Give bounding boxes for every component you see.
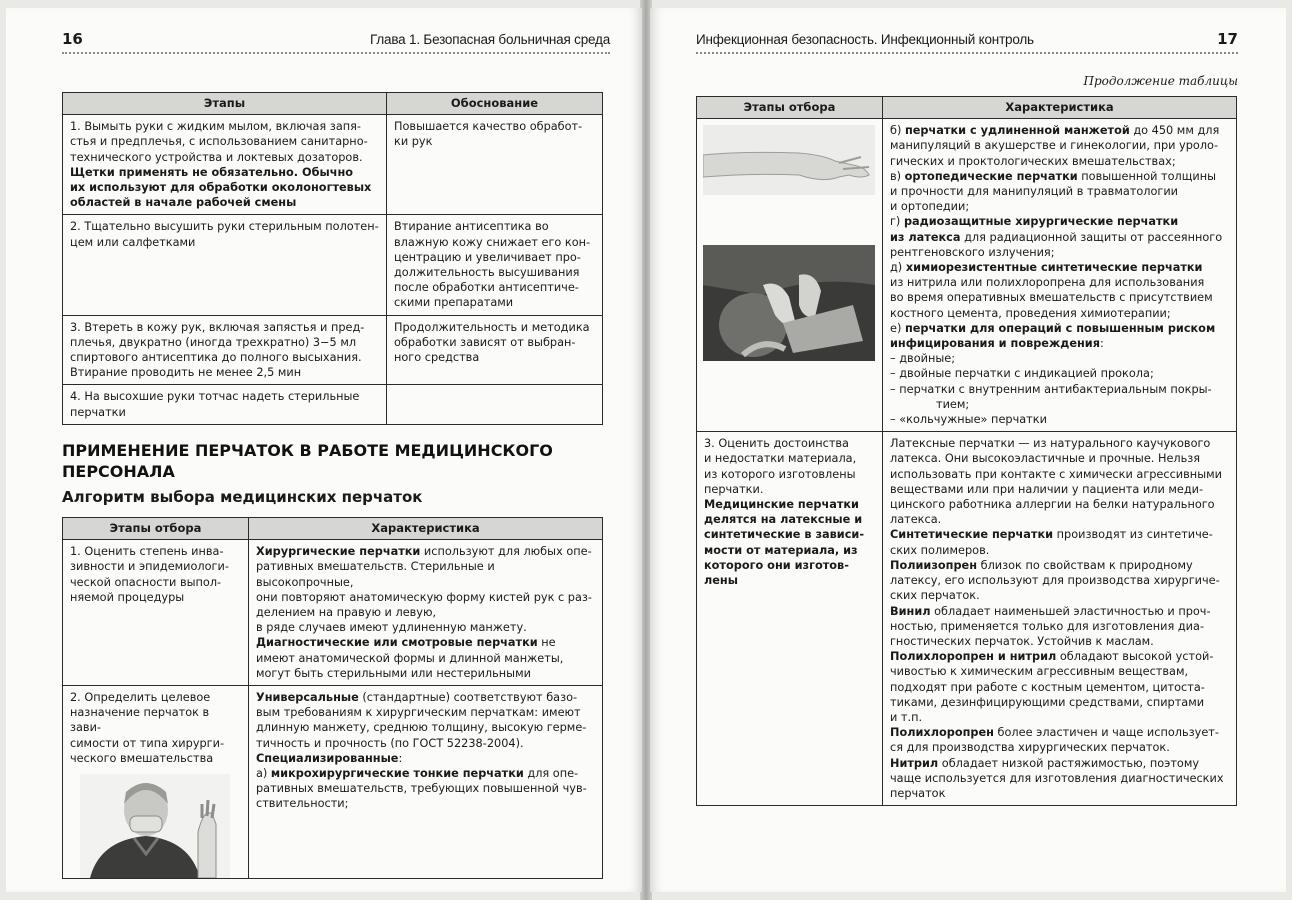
text-line: ративных вмешательств, требующих повышенной чув- — [256, 782, 587, 796]
text-line: после обработки антисептиче- — [394, 281, 579, 295]
text-line: г) радиозащитные хирургические перчатки — [890, 215, 1179, 229]
text-line: Полихлоропрен и нитрил обладают высокой устой- — [890, 650, 1214, 664]
text-line: ного средства — [394, 351, 480, 365]
column-header: Этапы — [63, 93, 387, 115]
column-header: Этапы отбора — [697, 97, 883, 119]
text-line: из которого изготовлены — [704, 467, 856, 481]
text-line: перчатки. — [704, 482, 764, 496]
text-line: спиртового антисептика до полного высыхания. — [70, 351, 362, 365]
text-line: и т.п. — [890, 710, 923, 724]
text-line: няемой процедуры — [70, 590, 185, 604]
text-line: 3. Оценить достоинства — [704, 437, 849, 451]
characteristic-cell — [883, 432, 1237, 806]
text-line: перчатки — [70, 405, 126, 419]
text-line: в) ортопедические перчатки повышенной толщины — [890, 169, 1217, 183]
running-head-left — [62, 30, 610, 54]
text-line: костного цемента, проведения химиотерапии; — [890, 306, 1171, 320]
chapter-title: Глава 1. Безопасная больничная среда — [370, 32, 610, 47]
text-line: Повышается качество обработ- — [394, 120, 583, 134]
text-line: д) химиорезистентные синтетические перчатки — [890, 261, 1203, 275]
text-line: и недостатки материала, — [704, 452, 857, 466]
text-line: гностических перчаток. Устойчив к маслам. — [890, 634, 1154, 648]
stage-cell — [63, 686, 249, 879]
text-line: ческого вмешательства — [70, 751, 214, 765]
text-line: делятся на латексные и — [704, 513, 863, 527]
surgeon-photo — [80, 774, 230, 878]
heading-line: ПРИМЕНЕНИЕ ПЕРЧАТОК В РАБОТЕ МЕДИЦИНСКОГО — [62, 441, 553, 460]
text-line: симости от типа хирурги- — [70, 736, 225, 750]
text-line: Диагностические или смотровые перчатки не — [256, 636, 556, 650]
text-line: мости от материала, из — [704, 543, 858, 557]
text-line: и ортопедии; — [890, 200, 970, 214]
text-line: зивности и эпидемиологи- — [70, 560, 229, 574]
text-line: должительность высушивания — [394, 266, 580, 280]
text-line: Медицинские перчатки — [704, 498, 859, 512]
text-line: областей в начале рабочей смены — [70, 196, 297, 210]
stage-cell — [63, 115, 387, 215]
column-header: Этапы отбора — [63, 518, 249, 540]
section-subheading: Алгоритм выбора медицинских перчаток — [62, 488, 423, 506]
text-line: влажную кожу снижает его кон- — [394, 235, 591, 249]
text-line: из латекса для радиационной защиты от рассеянного — [890, 230, 1223, 244]
text-line: чивостью к химическим агрессивным веществам, — [890, 665, 1189, 679]
text-line: ских перчаток. — [890, 589, 980, 603]
text-line: цинского работника аллергии на белки натурального — [890, 498, 1215, 512]
characteristic-cell — [249, 686, 603, 879]
text-line: цем или салфетками — [70, 235, 196, 249]
text-line: латекса. — [890, 513, 942, 527]
text-line: 2. Тщательно высушить руки стерильным полотен- — [70, 220, 379, 234]
text-line: Полиизопрен близок по свойствам к природному — [890, 558, 1193, 572]
text-line: делением на правую и левую, — [256, 606, 437, 620]
long-cuff-glove-photo — [703, 125, 875, 195]
text-line: 1. Вымыть руки с жидким мылом, включая запя- — [70, 120, 361, 134]
text-line: центрацию и увеличивает про- — [394, 250, 581, 264]
text-line: лены — [704, 574, 738, 588]
text-line: а) микрохирургические тонкие перчатки для опе- — [256, 767, 579, 781]
characteristic-cell — [883, 119, 1237, 432]
text-line: 1. Оценить степень инва- — [70, 545, 224, 559]
text-line: они повторяют анатомическую форму кистей рук с раз- — [256, 590, 592, 604]
table-row — [697, 432, 1237, 806]
stage-cell — [63, 315, 387, 385]
text-line: инфицирования и повреждения: — [890, 337, 1104, 351]
text-line: 4. На высохшие руки тотчас надеть стерильные — [70, 390, 360, 404]
text-line: из нитрила или полихлоропрена для использования — [890, 276, 1205, 290]
text-line: ративных вмешательств. Стерильные и высокопрочные, — [256, 560, 495, 589]
stage-cell — [697, 432, 883, 806]
table-row — [697, 119, 1237, 432]
table-row — [63, 385, 603, 424]
column-header: Обоснование — [387, 93, 603, 115]
text-line: их используют для обработки околоногтевых — [70, 181, 372, 195]
hand-treatment-table — [62, 92, 603, 425]
text-line: ствительности; — [256, 797, 349, 811]
text-line: и прочности для манипуляций в травматологии — [890, 185, 1179, 199]
surgery-gloves-photo — [703, 245, 875, 361]
text-line: Втирание антисептика во — [394, 220, 549, 234]
text-line: которого они изготов- — [704, 558, 849, 572]
table-row — [63, 215, 603, 315]
text-line: Латексные перчатки — из натурального каучукового — [890, 437, 1211, 451]
text-line: Универсальные (стандартные) соответствуют базо- — [256, 691, 578, 705]
text-line: Специализированные: — [256, 751, 403, 765]
left-page — [6, 8, 642, 892]
chapter-title: Инфекционная безопасность. Инфекционный контроль — [696, 32, 1034, 47]
text-line: имеют анатомической формы и длинной манжеты, — [256, 651, 564, 665]
text-line: могут быть стерильными или нестерильными — [256, 666, 531, 680]
reason-cell — [387, 115, 603, 215]
stage-cell — [63, 215, 387, 315]
text-line: плечья, двукратно (иногда трехкратно) 3−5 мл — [70, 335, 357, 349]
reason-cell — [387, 385, 603, 424]
characteristic-cell — [249, 540, 603, 686]
text-line: Полихлоропрен более эластичен и чаще использует- — [890, 726, 1219, 740]
text-line: Нитрил обладает низкой растяжимостью, поэтому — [890, 756, 1200, 770]
text-line: Винил обладает наименьшей эластичностью и проч- — [890, 604, 1211, 618]
stage-cell — [63, 540, 249, 686]
list-item: – двойные; — [890, 352, 956, 366]
section-heading — [62, 440, 602, 482]
text-line: е) перчатки для операций с повышенным риском — [890, 321, 1216, 335]
page-number: 16 — [62, 30, 83, 48]
text-line: тичность и прочность (по ГОСТ 52238-2004). — [256, 736, 524, 750]
text-line: Щетки применять не обязательно. Обычно — [70, 165, 354, 179]
text-line: использовать при контакте с химически агрессивными — [890, 467, 1222, 481]
list-item: тием; — [936, 397, 970, 411]
text-line: манипуляций в акушерстве и гинекологии, при уроло- — [890, 139, 1219, 153]
table-row — [63, 115, 603, 215]
text-line: технического устройства и локтевых дозаторов. — [70, 150, 363, 164]
text-line: вым требованиям к хирургическим перчаткам: имеют — [256, 706, 581, 720]
text-line: стья и предплечья, с использованием санитарно- — [70, 135, 368, 149]
text-line: подходят при работе с костным цементом, цитоста- — [890, 680, 1205, 694]
text-line: длинную манжету, среднюю толщину, высокую герме- — [256, 721, 587, 735]
text-line: б) перчатки с удлиненной манжетой до 450 мм для — [890, 124, 1220, 138]
page-number: 17 — [1217, 30, 1238, 48]
reason-cell — [387, 315, 603, 385]
text-line: 2. Определить целевое — [70, 691, 211, 705]
text-line: Продолжительность и методика — [394, 320, 590, 334]
list-item: – перчатки с внутренним антибактериальным покры- — [890, 382, 1212, 396]
running-head-right — [696, 30, 1238, 54]
text-line: тиками, дезинфицирующими средствами, спиртами — [890, 695, 1205, 709]
column-header: Характеристика — [883, 97, 1237, 119]
text-line: Синтетические перчатки производят из синтетиче- — [890, 528, 1213, 542]
table-continuation-label: Продолжение таблицы — [1083, 74, 1238, 88]
stage-cell — [697, 119, 883, 432]
text-line: ских полимеров. — [890, 543, 990, 557]
text-line: 3. Втереть в кожу рук, включая запястья и пред- — [70, 320, 365, 334]
text-line: рентгеновского излучения; — [890, 245, 1055, 259]
table-row — [63, 540, 603, 686]
text-line: Хирургические перчатки используют для любых опе- — [256, 545, 592, 559]
text-line: перчаток — [890, 786, 946, 800]
table-row — [63, 315, 603, 385]
text-line: скими препаратами — [394, 296, 514, 310]
text-line: обработки зависят от выбран- — [394, 335, 576, 349]
table-row — [63, 686, 603, 879]
text-line: ся для производства хирургических перчаток. — [890, 741, 1170, 755]
glove-selection-table-continued — [696, 96, 1237, 806]
text-line: латексу, его используют для производства хирургиче- — [890, 574, 1220, 588]
text-line: Втирание проводить не менее 2,5 мин — [70, 366, 302, 380]
reason-cell — [387, 215, 603, 315]
glove-selection-table — [62, 517, 603, 879]
text-line: ческой опасности выпол- — [70, 575, 222, 589]
text-line: чаще используется для изготовления диагностических — [890, 771, 1224, 785]
list-item: – двойные перчатки с индикацией прокола; — [890, 367, 1154, 381]
column-header: Характеристика — [249, 518, 603, 540]
text-line: гических и проктологических вмешательствах; — [890, 154, 1176, 168]
right-page — [650, 8, 1286, 892]
text-line: синтетические в зависи- — [704, 528, 865, 542]
text-line: веществами или при наличии у пациента или меди- — [890, 482, 1204, 496]
text-line: ки рук — [394, 135, 433, 149]
text-line: ностью, применяется только для изготовления диа- — [890, 619, 1205, 633]
text-line: во время оперативных вмешательств с присутствием — [890, 291, 1213, 305]
text-line: латекса. Они высокоэластичные и прочные. Нельзя — [890, 452, 1201, 466]
list-item: – «кольчужные» перчатки — [890, 413, 1047, 427]
text-line: в ряде случаев имеют удлиненную манжету. — [256, 621, 527, 635]
heading-line: ПЕРСОНАЛА — [62, 462, 175, 481]
text-line: назначение перчаток в зави- — [70, 706, 210, 735]
stage-cell — [63, 385, 387, 424]
